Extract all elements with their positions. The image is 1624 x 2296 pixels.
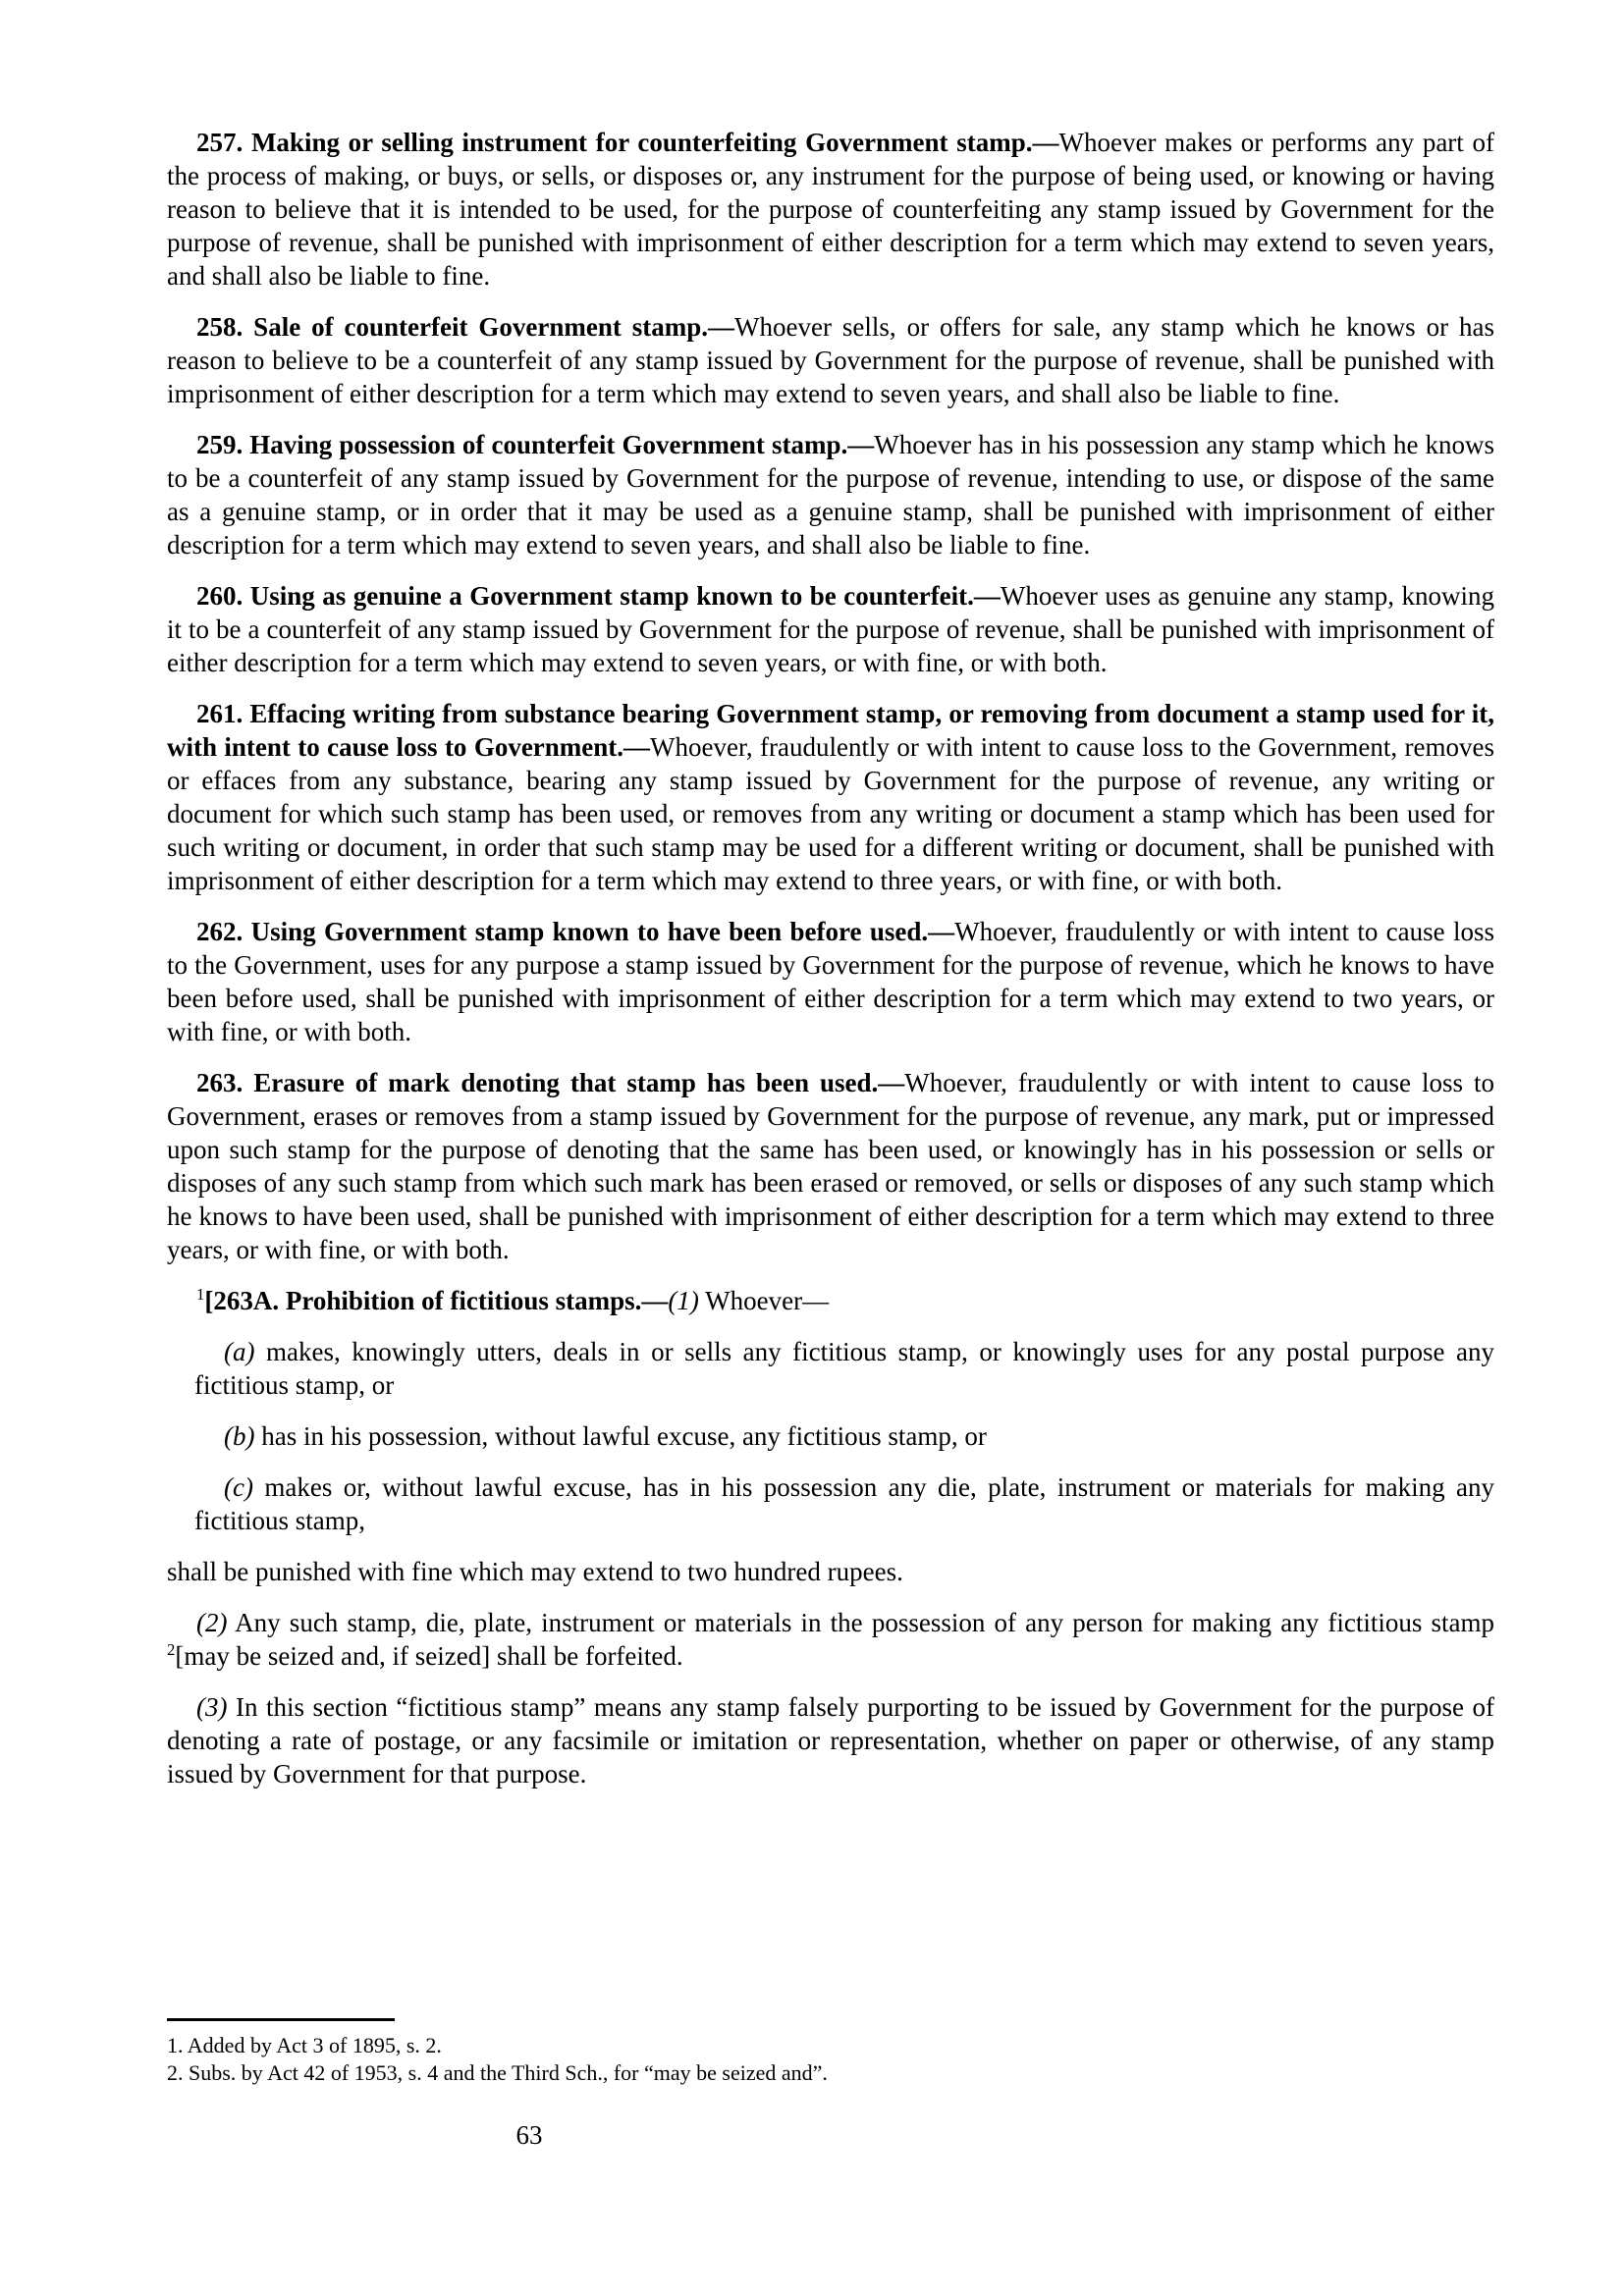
sub2-text-after: [may be seized and, if seized] shall be forfeited. xyxy=(175,1641,683,1671)
section-263a-opening xyxy=(167,1284,1494,1317)
clause-b-text: has in his possession, without lawful excuse, any fictitious stamp, or xyxy=(254,1421,987,1451)
section-260-body: Whoever uses as genuine any stamp, knowing it to be a counterfeit of any stamp issued by Government for the purpose of revenue, shall be punished with imprisonment of either description for a term which may extend to seven years, or with fine, or with both. xyxy=(167,581,1494,677)
clause-c-label: (c) xyxy=(224,1472,253,1502)
section-259-separator: .— xyxy=(840,430,875,459)
section-258 xyxy=(167,310,1494,410)
section-263a-sub1-text: Whoever— xyxy=(698,1286,830,1315)
section-263a-clause-a xyxy=(194,1335,1494,1402)
section-257-body: Whoever makes or performs any part of the process of making, or buys, or sells, or disposes or, any instrument for the purpose of being used, or knowing or having reason to believe that it is intended to be used, for the purpose of counterfeiting any stamp issued by Government for the purpose of revenue, shall be punished with imprisonment of either description for a term which may extend to seven years, and shall also be liable to fine. xyxy=(167,128,1494,291)
section-260 xyxy=(167,579,1494,679)
clause-a-text: makes, knowingly utters, deals in or sells any fictitious stamp, or knowingly uses for any postal purpose any fictitious stamp, or xyxy=(194,1337,1494,1400)
footnote-ref-2: 2 xyxy=(167,1640,176,1659)
section-261-heading: 261. Effacing writing from substance bearing Government stamp, or removing from document a stamp used for it, with intent to cause loss to Government xyxy=(167,699,1494,762)
section-260-separator: .— xyxy=(967,581,1001,611)
section-263a-heading: 263A. Prohibition of fictitious stamps xyxy=(213,1286,635,1315)
clause-b-label: (b) xyxy=(224,1421,255,1451)
footnote-ref-1: 1 xyxy=(196,1285,205,1304)
section-262-body: Whoever, fraudulently or with intent to cause loss to the Government, uses for any purpose a stamp issued by Government for the purpose of revenue, which he knows to have been before used, shall be punished with imprisonment of either description for a term which may extend to two years, or with fine, or with both. xyxy=(167,917,1494,1046)
section-263-body: Whoever, fraudulently or with intent to cause loss to Government, erases or removes from a stamp issued by Government for the purpose of revenue, any mark, put or impressed upon such stamp for the purpose of denoting that the same has been used, or knowingly has in his possession or sells or disposes of any such stamp from which such mark has been erased or removed, or sells or disposes of any such stamp which he knows to have been used, shall be punished with imprisonment of either description for a term which may extend to three years, or with fine, or with both. xyxy=(167,1068,1494,1264)
page-content xyxy=(167,126,1494,1808)
section-262-separator: .— xyxy=(921,917,955,946)
clause-a-label: (a) xyxy=(224,1337,255,1366)
section-259 xyxy=(167,428,1494,561)
section-258-separator: .— xyxy=(701,312,735,342)
section-263 xyxy=(167,1066,1494,1266)
section-263a-open-bracket: [ xyxy=(204,1286,214,1315)
section-263a-closing-text: shall be punished with fine which may extend to two hundred rupees. xyxy=(167,1557,903,1586)
section-261 xyxy=(167,697,1494,897)
section-258-heading: 258. Sale of counterfeit Government stamp xyxy=(196,312,702,342)
section-263a-separator: .— xyxy=(634,1286,669,1315)
section-258-body: Whoever sells, or offers for sale, any stamp which he knows or has reason to believe to be a counterfeit of any stamp issued by Government for the purpose of revenue, shall be punished with imprisonment of either description for a term which may extend to seven years, and shall also be liable to fine. xyxy=(167,312,1494,408)
section-263a-clause-b xyxy=(194,1419,1494,1453)
footnote-rule xyxy=(167,2018,395,2021)
page-number: 63 xyxy=(515,2120,543,2150)
section-257 xyxy=(167,126,1494,293)
section-261-separator: .— xyxy=(617,732,651,762)
section-259-heading: 259. Having possession of counterfeit Government stamp xyxy=(196,430,841,459)
section-259-body: Whoever has in his possession any stamp which he knows to be a counterfeit of any stamp issued by Government for the purpose of revenue, intending to use, or dispose of the same as a genuine stamp, or in order that it may be used as a genuine stamp, shall be punished with imprisonment of either description for a term which may extend to seven years, and shall also be liable to fine. xyxy=(167,430,1494,560)
section-263-heading: 263. Erasure of mark denoting that stamp has been used xyxy=(196,1068,872,1097)
sub2-text-before: Any such stamp, die, plate, instrument or materials in the possession of any person for making any fictitious stamp xyxy=(227,1608,1494,1637)
section-262 xyxy=(167,915,1494,1048)
section-263-separator: .— xyxy=(871,1068,905,1097)
section-263a-closing xyxy=(167,1555,1494,1588)
section-263a-sub3 xyxy=(167,1690,1494,1790)
section-260-heading: 260. Using as genuine a Government stamp known to be counterfeit xyxy=(196,581,968,611)
sub3-label: (3) xyxy=(196,1692,228,1722)
footnote-1: 1. Added by Act 3 of 1895, s. 2. xyxy=(167,2033,442,2057)
sub2-label: (2) xyxy=(196,1608,228,1637)
section-263a-clause-c xyxy=(194,1470,1494,1537)
section-263a-sub2 xyxy=(167,1606,1494,1673)
section-257-heading: 257. Making or selling instrument for counterfeiting Government stamp xyxy=(196,128,1026,157)
section-261-body: Whoever, fraudulently or with intent to cause loss to the Government, removes or effaces from any substance, bearing any stamp issued by Government for the purpose of revenue, any writing or document for which such stamp has been used, or removes from any writing or document a stamp which has been used for such writing or document, in order that such stamp may be used for a different writing or document, shall be punished with imprisonment of either description for a term which may extend to three years, or with fine, or with both. xyxy=(167,732,1494,895)
footnotes xyxy=(167,2018,1494,2087)
section-262-heading: 262. Using Government stamp known to have been before used xyxy=(196,917,922,946)
sub3-text: In this section “fictitious stamp” means any stamp falsely purporting to be issued by Government for the purpose of denoting a rate of postage, or any facsimile or imitation or representation, whether on paper or otherwise, of any stamp issued by Government for that purpose. xyxy=(167,1692,1494,1789)
section-257-separator: .— xyxy=(1025,128,1059,157)
footnote-2: 2. Subs. by Act 42 of 1953, s. 4 and the Third Sch., for “may be seized and”. xyxy=(167,2060,828,2085)
section-263a-sub1-label: (1) xyxy=(668,1286,699,1315)
clause-c-text: makes or, without lawful excuse, has in his possession any die, plate, instrument or materials for making any fictitious stamp, xyxy=(194,1472,1494,1535)
